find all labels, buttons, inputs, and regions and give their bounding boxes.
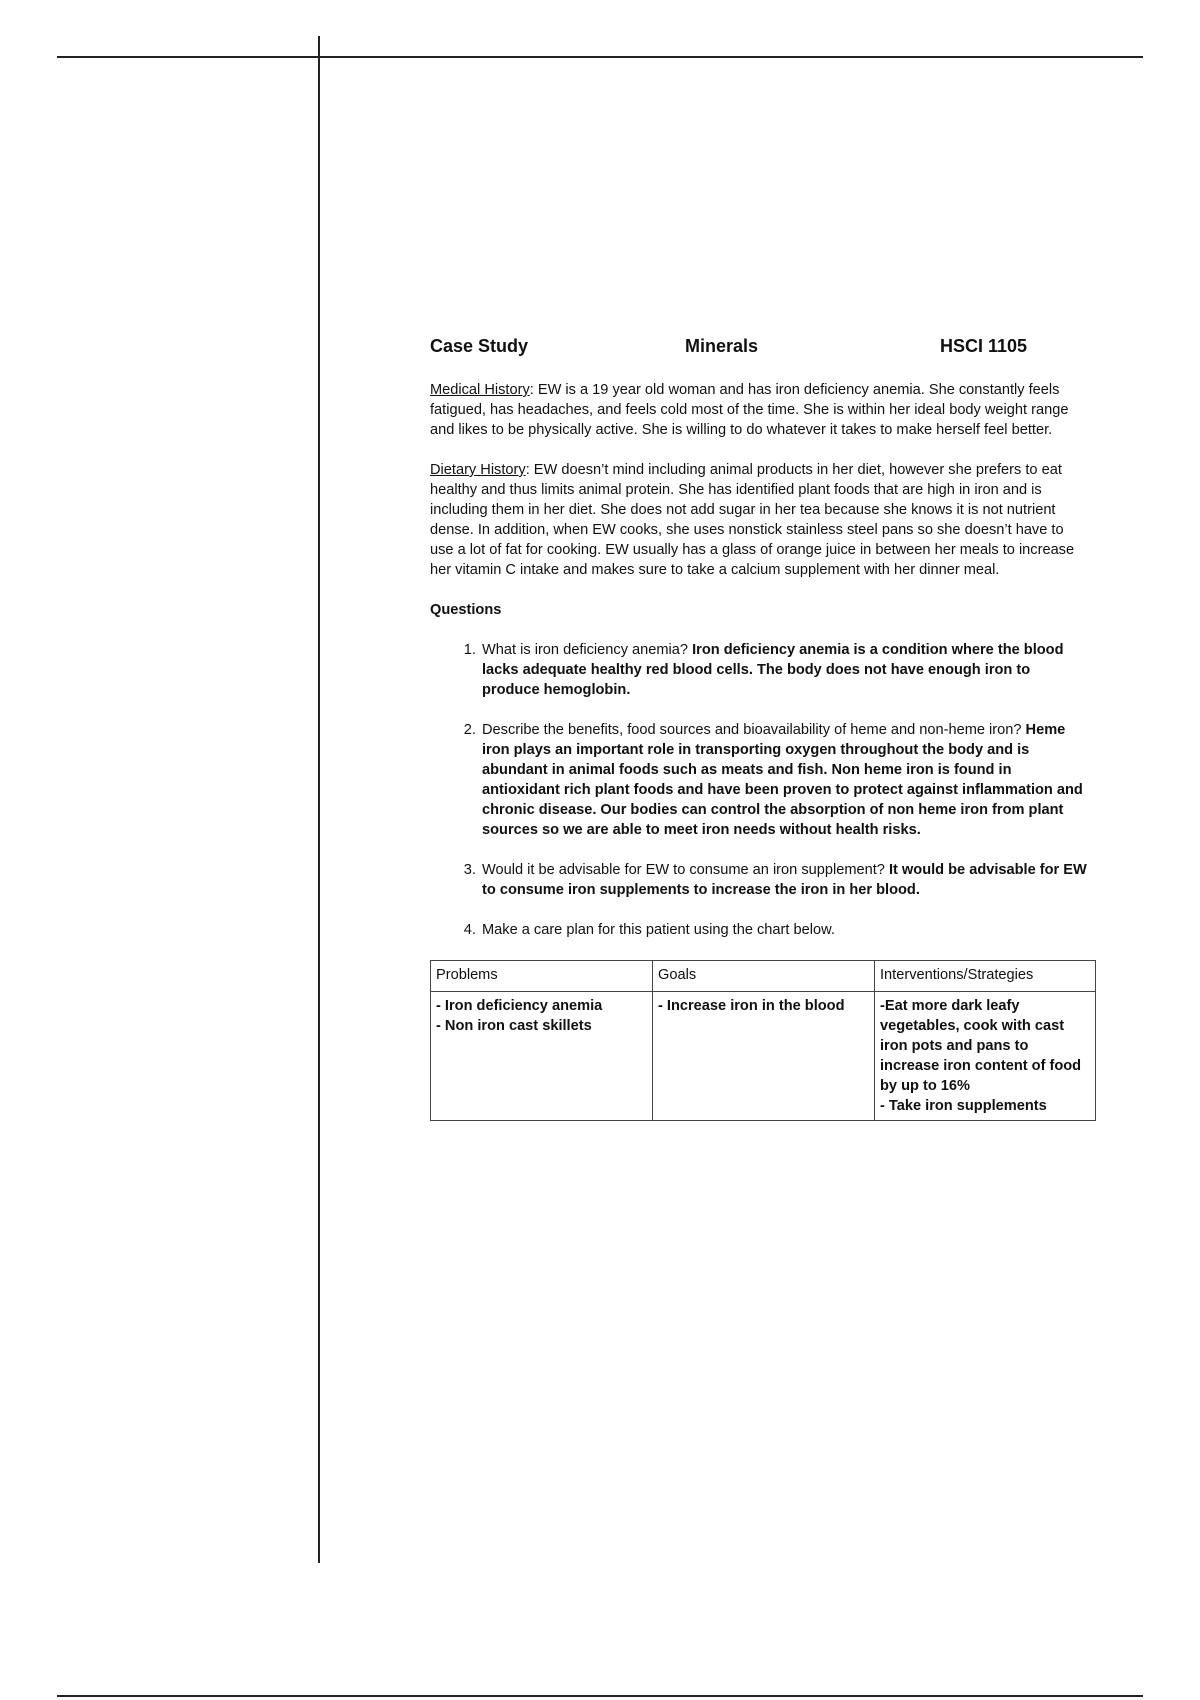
dietary-history-paragraph [430,460,1090,580]
question-item [480,640,1090,700]
header-course-code: HSCI 1105 [940,336,1028,356]
margin-rule [318,36,320,1563]
questions-heading: Questions [430,602,502,618]
question-text: Make a care plan for this patient using the chart below. [482,922,835,938]
care-plan-row [431,992,1096,1121]
question-text: What is iron deficiency anemia? [482,642,693,658]
question-item [480,720,1090,840]
intervention-item: - Take iron supplements [880,1098,1047,1114]
medical-history-text: : EW is a 19 year old woman and has iron deficiency anemia. She constantly feels fatigued, has headaches, and feels cold most of the time. She is within her ideal body weight range and likes to be physically active. She is willing to do whatever it takes to make herself feel better. [430,382,1069,438]
problems-cell [431,992,653,1121]
goal-item: - Increase iron in the blood [658,998,845,1014]
question-item [480,920,1090,940]
dietary-history-label: Dietary History [430,462,526,478]
question-text: Would it be advisable for EW to consume an iron supplement? [482,862,889,878]
care-plan-header-row [431,961,1096,992]
document-header [430,336,1090,356]
question-item [480,860,1090,900]
problem-item: - Iron deficiency anemia [436,998,603,1014]
header-topic: Minerals [685,336,759,356]
problem-item: - Non iron cast skillets [436,1018,592,1034]
questions-list [430,640,1090,940]
document-body [430,336,1090,1121]
header-interventions: Interventions/Strategies [875,961,1096,992]
bottom-rule [57,1695,1143,1697]
header-problems: Problems [431,961,653,992]
answer-text: Iron deficiency anemia is a condition where the blood lacks adequate healthy red blood cells. The body does not have enough iron to produce hemoglobin. [482,642,1064,698]
answer-text: Heme iron plays an important role in transporting oxygen throughout the body and is abundant in animal foods such as meats and fish. Non heme iron is found in antioxidant rich plant foods and have been proven to protect against inflammation and chronic disease. Our bodies can control the absorption of non heme iron from plant sources so we are able to meet iron needs without health risks. [482,722,1083,838]
dietary-history-text: : EW doesn’t mind including animal products in her diet, however she prefers to eat healthy and thus limits animal protein. She has identified plant foods that are high in iron and is including them in her diet. She does not add sugar in her tea because she knows it is not nutrient dense. In addition, when EW cooks, she uses nonstick stainless steel pans so she doesn’t have to use a lot of fat for cooking. EW usually has a glass of orange juice in between her meals to increase her vitamin C intake and makes sure to take a calcium supplement with her dinner meal. [430,462,1075,578]
interventions-cell [875,992,1096,1121]
top-rule [57,56,1143,58]
care-plan-table [430,960,1096,1121]
goals-cell [653,992,875,1121]
answer-text: It would be advisable for EW to consume iron supplements to increase the iron in her blood. [482,862,1087,898]
medical-history-label: Medical History [430,382,530,398]
intervention-item: -Eat more dark leafy vegetables, cook with cast iron pots and pans to increase iron content of food by up to 16% [880,998,1082,1094]
question-text: Describe the benefits, food sources and bioavailability of heme and non-heme iron? [482,722,1026,738]
medical-history-paragraph [430,380,1090,440]
header-goals: Goals [653,961,875,992]
header-case-study: Case Study [430,336,529,356]
